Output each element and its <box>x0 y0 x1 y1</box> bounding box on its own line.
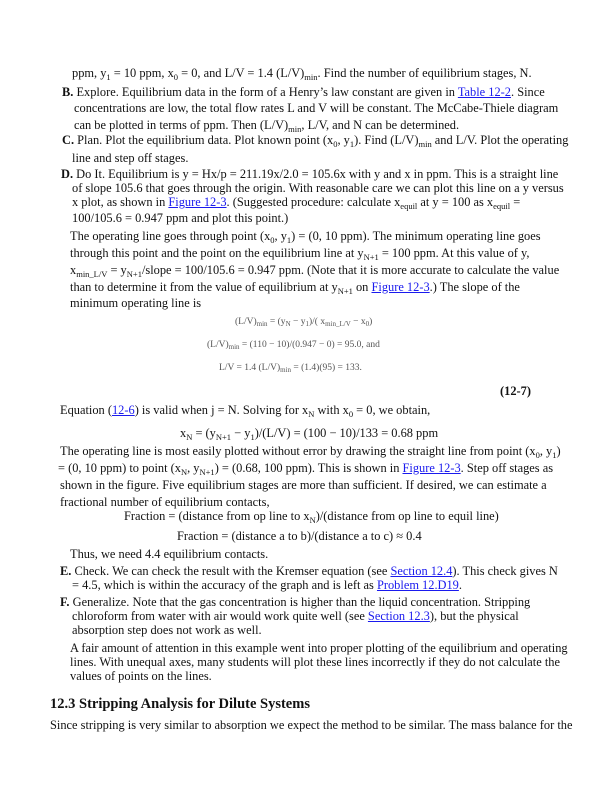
subscript: min <box>288 124 302 134</box>
text: . Step off stages as <box>460 461 554 475</box>
bold-label: F. <box>60 595 70 609</box>
bold-label: C. <box>62 133 75 147</box>
text: through this point and the point on the equilibrium line at y <box>70 246 364 260</box>
text: Since stripping is very similar to absorption we expect the method to be similar. The mass balance for the <box>50 718 573 732</box>
equation-image-line <box>207 338 380 352</box>
text: ) is valid when j = N. Solving for x <box>134 403 309 417</box>
text: (L/V) <box>235 317 257 327</box>
text: L/V = 1.4 (L/V) <box>219 363 281 373</box>
equation-image-line <box>235 315 372 329</box>
text: ) = (0, 10 ppm). The minimum operating line goes <box>291 229 541 243</box>
text: = 10 ppm, x <box>110 66 174 80</box>
text: (L/V) <box>207 340 229 350</box>
text: /slope = 100/105.6 = 0.947 ppm. (Note that it is more accurate to calculate the value <box>141 263 560 277</box>
subscript: N+1 <box>363 252 379 262</box>
text: ) <box>369 317 373 327</box>
text: line and step off stages. <box>72 151 189 165</box>
cross-reference-link[interactable]: 12-6 <box>111 403 135 417</box>
cross-reference-link[interactable]: Figure 12-3 <box>168 195 227 209</box>
text: ) = (0.68, 100 ppm). This is shown in <box>214 461 403 475</box>
text: ppm, y <box>72 66 107 80</box>
text: )/( x <box>308 317 326 327</box>
text-line <box>70 228 541 244</box>
text: absorption step does not work as well. <box>72 623 262 637</box>
text: Explore. Equilibrium data in the form of a Henry’s law constant are given in <box>73 85 458 99</box>
text: − x <box>350 317 366 327</box>
text: chloroform from water with air would work quite well (see <box>72 609 368 623</box>
text: A fair amount of attention in this example went into proper plotting of the equilibrium and operating <box>70 641 568 655</box>
text-line <box>70 546 268 562</box>
subscript: N <box>309 515 316 525</box>
subscript: equil <box>493 201 511 211</box>
subscript: 0 <box>365 320 370 328</box>
subscript: 1 <box>305 320 309 328</box>
subscript: 0 <box>348 409 354 419</box>
equation-xn <box>180 425 438 441</box>
text-line <box>72 210 288 226</box>
subscript: N+1 <box>126 269 142 279</box>
text: at y = 100 as x <box>417 195 494 209</box>
text: Equation ( <box>60 403 112 417</box>
text: x <box>180 426 187 440</box>
text: concentrations are low, the total flow rates L and V will be constant. The McCabe-Thiele diagram <box>74 101 559 115</box>
text: Fraction = (distance from op line to x <box>124 509 310 523</box>
subscript: 0 <box>173 72 179 82</box>
subscript: 0 <box>535 450 540 460</box>
subscript: N <box>180 467 188 477</box>
text: = 0, and L/V = 1.4 (L/V) <box>178 66 305 80</box>
equation-fraction <box>177 528 422 544</box>
subscript: min <box>418 139 432 149</box>
text: = 100 ppm. At this value of y, <box>378 246 530 260</box>
equation-image-line <box>219 361 362 375</box>
subscript: min_L/V <box>76 269 108 279</box>
text: Generalize. Note that the gas concentration is higher than the liquid concentration. Stripping <box>69 595 531 609</box>
text: = (110 − 10)/(0.947 − 0) = 95.0, and <box>239 340 380 350</box>
text: .) The slope of the <box>429 280 520 294</box>
text: . (Suggested procedure: calculate x <box>226 195 401 209</box>
text-line <box>74 117 459 133</box>
text: = (0, 10 ppm) to point (x <box>58 461 181 475</box>
text-line <box>72 577 462 593</box>
text-line <box>60 477 547 493</box>
text: ), but the physical <box>429 609 519 623</box>
equation-fraction <box>124 508 499 524</box>
cross-reference-link[interactable]: Section 12.3 <box>367 609 430 623</box>
text: Thus, we need 4.4 equilibrium contacts. <box>70 547 269 561</box>
text: . <box>458 578 462 592</box>
text: x <box>70 263 77 277</box>
text: ) <box>556 444 561 458</box>
text: = (1.4)(95) = 133. <box>291 363 362 373</box>
cross-reference-link[interactable]: Figure 12-3 <box>371 280 430 294</box>
text-line <box>72 65 532 81</box>
subscript: N+1 <box>199 467 215 477</box>
text: , y <box>187 461 200 475</box>
text-line <box>72 622 262 638</box>
bold-label: (12-7) <box>500 384 531 398</box>
text: Plan. Plot the equilibrium data. Plot known point (x <box>74 133 334 147</box>
text: values of points on the lines. <box>70 669 212 683</box>
text-line <box>70 295 201 311</box>
text: fractional number of equilibrium contacts, <box>60 495 270 509</box>
text: . Since <box>511 85 545 99</box>
subscript: 1 <box>552 450 557 460</box>
text: of slope 105.6 that goes through the origin. With reasonable care we can plot this line on a y versus <box>72 181 564 195</box>
text: and L/V. Plot the operating <box>431 133 569 147</box>
subscript: N+1 <box>215 432 232 442</box>
text-line <box>70 245 529 261</box>
bold-label: E. <box>60 564 72 578</box>
text: = 4.5, which is within the accuracy of the graph and is left as <box>72 578 377 592</box>
text: )/(distance from op line to equil line) <box>315 509 499 523</box>
cross-reference-link[interactable]: Figure 12-3 <box>402 461 461 475</box>
text: = 0, we obtain, <box>353 403 431 417</box>
text: − y <box>290 317 306 327</box>
cross-reference-link[interactable]: Section 12.4 <box>390 564 453 578</box>
text: = (y <box>267 317 286 327</box>
subscript: N+1 <box>337 286 353 296</box>
text-line <box>72 194 520 210</box>
section-heading: 12.3 Stripping Analysis for Dilute Systems <box>50 696 310 712</box>
text: ). Find (L/V) <box>354 133 419 147</box>
text: = y <box>107 263 127 277</box>
text: Fraction = (distance a to b)/(distance a to c) ≈ 0.4 <box>177 529 422 543</box>
text: , y <box>274 229 287 243</box>
subscript: 0 <box>333 139 338 149</box>
text: lines. With unequal axes, many students will plot these lines incorrectly if they do not calculate the <box>70 655 560 669</box>
subscript: min <box>280 366 292 374</box>
text: can be plotted in terms of ppm. Then (L/V) <box>74 118 289 132</box>
equation-number <box>500 383 531 399</box>
subscript: min_L/V <box>325 320 351 328</box>
text: x plot, as shown in <box>72 195 169 209</box>
text-line <box>60 402 430 418</box>
text: , y <box>337 133 350 147</box>
cross-reference-link[interactable]: Table 12-2 <box>457 85 511 99</box>
text: The operating line is most easily plotted without error by drawing the straight line from point (x <box>60 444 536 458</box>
text: = (y <box>192 426 216 440</box>
text: Do It. Equilibrium is y = Hx/p = 211.19x/2.0 = 105.6x with y and x in ppm. This is a straight line <box>73 167 559 181</box>
text: 100/105.6 = 0.947 ppm and plot this point.) <box>72 211 289 225</box>
subscript: min <box>256 320 268 328</box>
subscript: N <box>186 432 193 442</box>
text-line <box>70 262 559 278</box>
subscript: 0 <box>270 235 275 245</box>
bold-label: D. <box>61 167 74 181</box>
text: . Find the number of equilibrium stages, N. <box>317 66 532 80</box>
text: = <box>510 195 521 209</box>
text: on <box>352 280 372 294</box>
text-line <box>58 460 553 476</box>
text: )/(L/V) = (100 − 10)/133 = 0.68 ppm <box>254 426 439 440</box>
text: with x <box>314 403 349 417</box>
bold-label: B. <box>62 85 74 99</box>
subscript: N <box>308 409 315 419</box>
text-line <box>70 668 212 684</box>
text: The operating line goes through point (x <box>70 229 271 243</box>
subscript: 1 <box>106 72 111 82</box>
text: , L/V, and N can be determined. <box>301 118 460 132</box>
text: − y <box>231 426 251 440</box>
text: than to determine it from the value of equilibrium at y <box>70 280 338 294</box>
subscript: min <box>304 72 318 82</box>
text-line <box>50 717 572 733</box>
text: Check. We can check the result with the Kremser equation (see <box>71 564 391 578</box>
step-b-explore <box>62 84 545 100</box>
text-line <box>74 100 558 116</box>
subscript: min <box>228 343 240 351</box>
text: , y <box>539 444 553 458</box>
text-line <box>70 279 520 295</box>
text: ). This check gives N <box>452 564 558 578</box>
text-line <box>60 443 561 459</box>
step-c-plan <box>62 132 568 148</box>
subscript: 1 <box>250 432 255 442</box>
cross-reference-link[interactable]: Problem 12.D19 <box>376 578 459 592</box>
subscript: equil <box>400 201 418 211</box>
subscript: 1 <box>349 139 355 149</box>
text-line <box>72 150 188 166</box>
text: minimum operating line is <box>70 296 202 310</box>
subscript: 1 <box>286 235 292 245</box>
text: shown in the figure. Five equilibrium stages are more than sufficient. If desired, we can estimate a <box>60 478 547 492</box>
subscript: N <box>285 320 291 328</box>
